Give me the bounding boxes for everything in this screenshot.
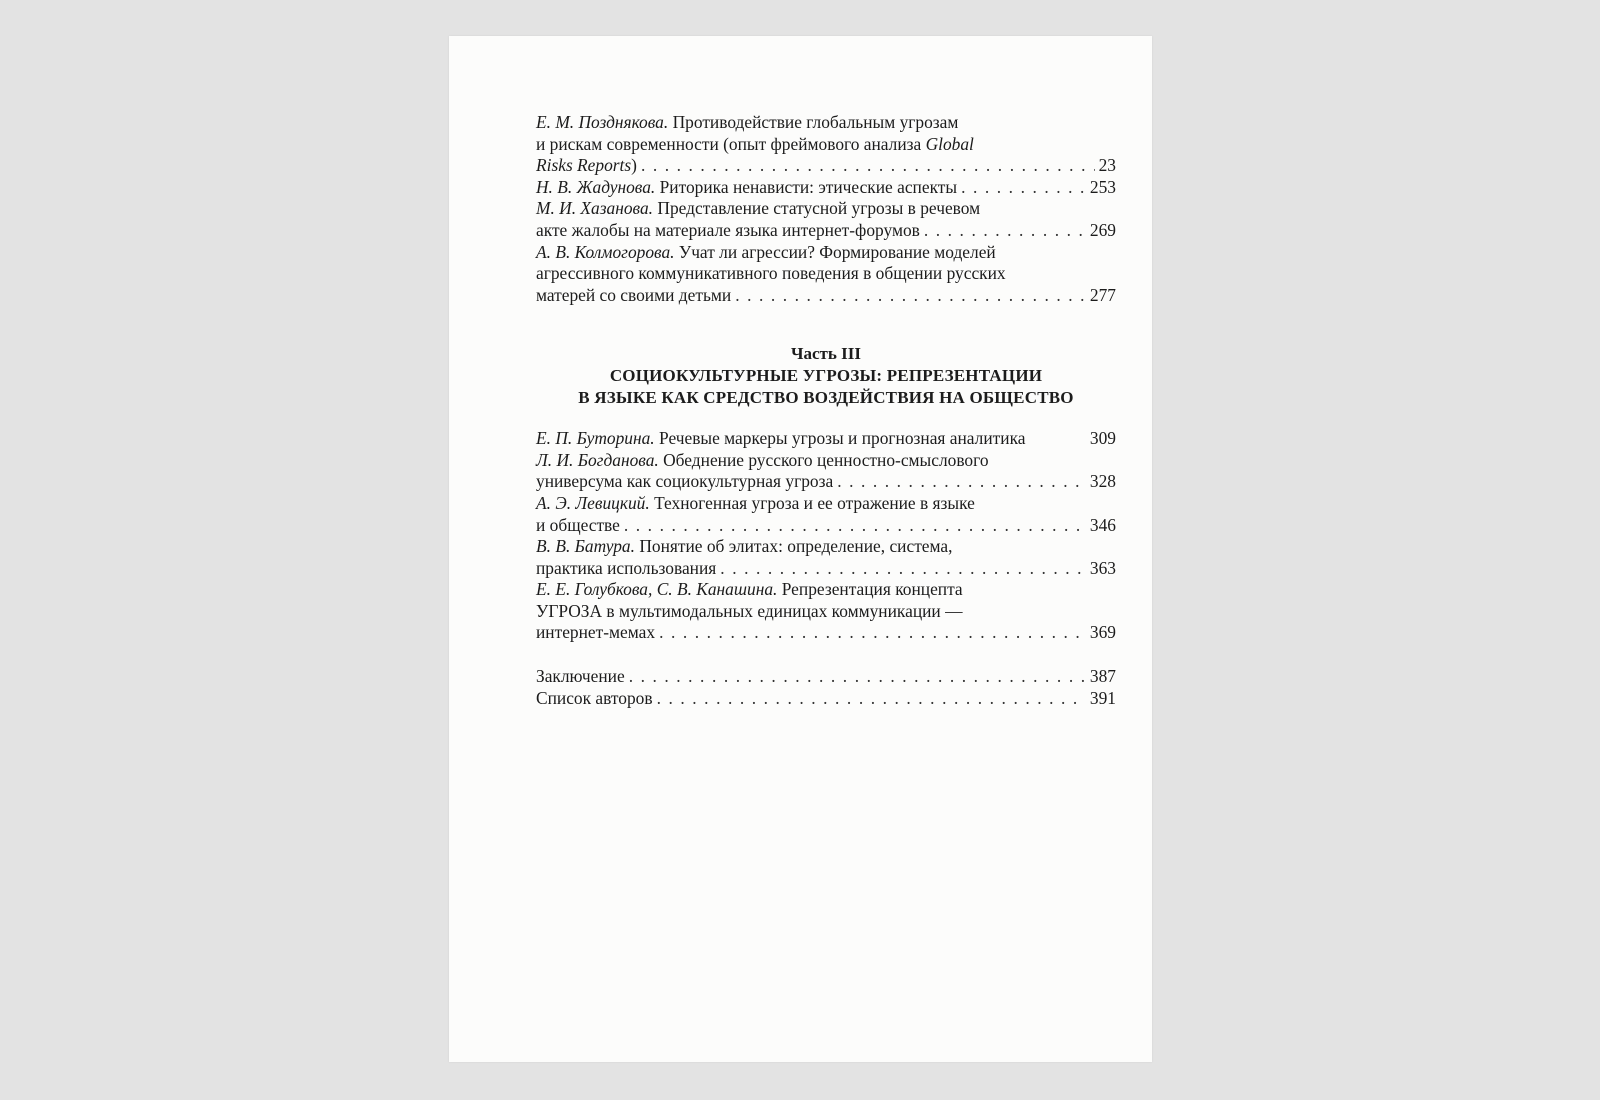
toc-entry-line <box>536 242 1116 264</box>
part-heading <box>536 343 1116 408</box>
page-number: 309 <box>1089 428 1116 449</box>
toc-entry-line <box>536 579 1116 601</box>
entry-title-line: Риторика ненависти: этические аспекты <box>659 176 958 197</box>
dot-leader <box>641 155 1095 177</box>
entry-last-line <box>536 220 1116 242</box>
entry-last-line <box>536 622 1116 644</box>
toc-entry <box>536 536 1116 579</box>
entry-author: Е. П. Буторина. <box>536 428 655 449</box>
toc-entry-line <box>536 134 1116 156</box>
entry-title-line: универсума как социокультурная угроза <box>536 471 834 492</box>
page-number: 387 <box>1089 666 1116 687</box>
entry-last-line <box>536 471 1116 493</box>
back-matter-label: Заключение <box>536 666 625 687</box>
back-matter-entry <box>536 666 1116 688</box>
part-number: Часть III <box>791 344 861 364</box>
toc-entry <box>536 198 1116 241</box>
entry-title-line: Учат ли агрессии? Формирование моделей <box>678 241 996 262</box>
dot-leader <box>624 515 1086 537</box>
back-matter-label: Список авторов <box>536 687 653 708</box>
toc-entry <box>536 493 1116 536</box>
entry-last-line <box>536 515 1116 537</box>
toc-entry <box>536 450 1116 493</box>
spacer <box>536 644 1116 666</box>
entry-title-line: Представление статусной угрозы в речевом <box>657 198 981 219</box>
entry-title-line: ) <box>631 155 637 176</box>
entry-author: Е. М. Позднякова. <box>536 112 669 132</box>
toc-entry <box>536 428 1116 450</box>
back-matter-entry <box>536 688 1116 710</box>
entry-author: Л. И. Богданова. <box>536 449 659 470</box>
part-title-line: В ЯЗЫКЕ КАК СРЕДСТВО ВОЗДЕЙСТВИЯ НА ОБЩЕСТВО <box>578 387 1074 407</box>
page-number: 363 <box>1089 557 1116 578</box>
entry-title-line: интернет-мемах <box>536 622 656 643</box>
toc-entry-line <box>536 198 1116 220</box>
entry-title-line: Обеднение русского ценностно-смыслового <box>663 449 989 470</box>
page-number: 253 <box>1089 176 1116 197</box>
entry-title-line: матерей со своими детьми <box>536 284 732 305</box>
entry-last-line <box>536 177 1116 199</box>
entry-title-line: Репрезентация концепта <box>781 579 963 600</box>
dot-leader <box>659 622 1086 644</box>
entry-title-line: и обществе <box>536 514 620 535</box>
entry-title-line: Понятие об элитах: определение, система, <box>639 536 953 557</box>
toc-entry-line <box>536 493 1116 515</box>
entry-last-line <box>536 428 1116 450</box>
dot-leader <box>924 220 1086 242</box>
toc-entry-line <box>536 450 1116 472</box>
entry-author: Н. В. Жадунова. <box>536 176 656 197</box>
entry-title-line: УГРОЗА в мультимодальных единицах коммуникации — <box>536 600 963 621</box>
toc-entry <box>536 177 1116 199</box>
page-number: 328 <box>1089 471 1116 492</box>
page-number: 269 <box>1089 219 1116 240</box>
toc-entry-line <box>536 112 1116 134</box>
entry-last-line <box>536 285 1116 307</box>
entry-title-line: Техногенная угроза и ее отражение в языке <box>654 492 975 513</box>
entry-title-line: акте жалобы на материале языка интернет-форумов <box>536 219 920 240</box>
toc-entry-line <box>536 263 1116 285</box>
entry-author: М. И. Хазанова. <box>536 198 654 219</box>
entry-title-italic: Global <box>925 133 974 154</box>
entry-author: В. В. Батура. <box>536 536 635 557</box>
entry-title-line: Противодействие глобальным угрозам <box>672 112 959 132</box>
toc-entry-line <box>536 601 1116 623</box>
entry-author: А. Э. Левицкий. <box>536 492 650 513</box>
page-number: 277 <box>1089 284 1116 305</box>
toc-entry <box>536 579 1116 644</box>
entry-title-line: Речевые маркеры угрозы и прогнозная аналитика <box>659 428 1026 449</box>
dot-leader <box>961 177 1086 199</box>
entry-author: Е. Е. Голубкова, С. В. Канашина. <box>536 579 778 600</box>
page-number: 369 <box>1089 622 1116 643</box>
dot-leader <box>629 666 1086 688</box>
entry-title-line: агрессивного коммуникативного поведения в общении русских <box>536 263 1006 284</box>
dot-leader <box>735 285 1086 307</box>
toc-entry-line <box>536 536 1116 558</box>
entry-title-line: практика использования <box>536 557 717 578</box>
toc-entry <box>536 112 1116 177</box>
dot-leader <box>720 558 1086 580</box>
entry-author: А. В. Колмогорова. <box>536 241 675 262</box>
part-title-line: СОЦИОКУЛЬТУРНЫЕ УГРОЗЫ: РЕПРЕЗЕНТАЦИИ <box>609 365 1043 385</box>
toc-entry <box>536 242 1116 307</box>
entry-last-line <box>536 558 1116 580</box>
entry-title-line: и рискам современности (опыт фреймового анализа <box>536 133 926 154</box>
dot-leader <box>837 471 1086 493</box>
entry-title-italic: Risks Reports <box>536 155 632 176</box>
page-number: 23 <box>1098 155 1116 176</box>
page-number: 391 <box>1089 687 1116 708</box>
page-number: 346 <box>1089 514 1116 535</box>
dot-leader <box>657 688 1086 710</box>
entry-last-line <box>536 155 1116 177</box>
book-page <box>449 36 1152 1062</box>
table-of-contents <box>536 112 1116 709</box>
